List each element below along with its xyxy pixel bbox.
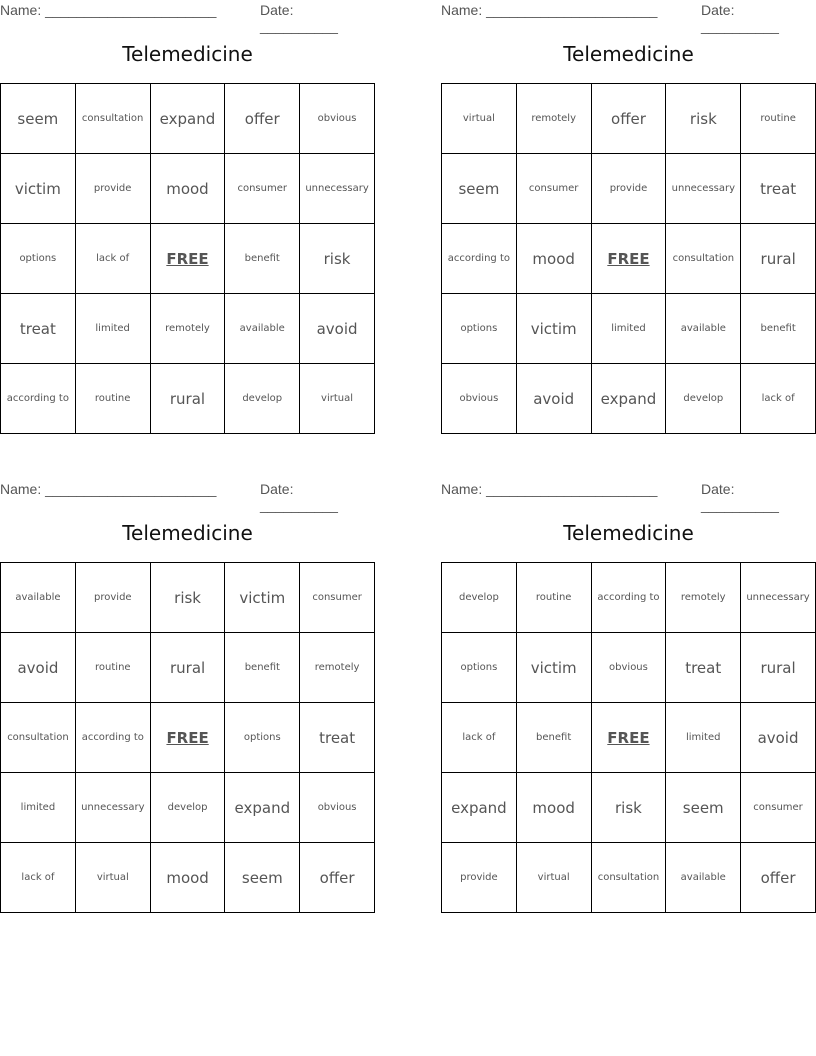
bingo-cell: offer [741, 843, 816, 913]
bingo-cell: consumer [741, 773, 816, 843]
grid-row [1, 703, 375, 773]
bingo-cell: seem [666, 773, 741, 843]
bingo-grid [441, 83, 816, 434]
bingo-cell: consultation [75, 84, 150, 154]
bingo-cell: routine [516, 563, 591, 633]
bingo-cell: lack of [1, 843, 76, 913]
grid-row [1, 154, 375, 224]
bingo-cell: available [666, 843, 741, 913]
bingo-cell: provide [75, 154, 150, 224]
bingo-cell: develop [666, 364, 741, 434]
grid-row [1, 563, 375, 633]
bingo-cell: treat [1, 294, 76, 364]
card-title: Telemedicine [122, 521, 253, 545]
bingo-cell: provide [591, 154, 666, 224]
bingo-cell: develop [150, 773, 225, 843]
bingo-card [0, 0, 375, 440]
free-space: FREE [150, 224, 225, 294]
free-space: FREE [591, 703, 666, 773]
bingo-cell: provide [75, 563, 150, 633]
bingo-cell: obvious [300, 84, 375, 154]
bingo-cell: consultation [591, 843, 666, 913]
bingo-cell: treat [300, 703, 375, 773]
bingo-cell: avoid [516, 364, 591, 434]
bingo-cell: options [1, 224, 76, 294]
bingo-cell: available [225, 294, 300, 364]
bingo-cell: avoid [741, 703, 816, 773]
bingo-cell: consumer [516, 154, 591, 224]
bingo-cell: limited [666, 703, 741, 773]
bingo-cell: benefit [225, 224, 300, 294]
card-title: Telemedicine [563, 521, 694, 545]
bingo-cell: obvious [442, 364, 517, 434]
bingo-cell: according to [75, 703, 150, 773]
grid-row [442, 294, 816, 364]
bingo-cell: lack of [75, 224, 150, 294]
bingo-cell: avoid [1, 633, 76, 703]
bingo-cell: available [1, 563, 76, 633]
grid-row [442, 633, 816, 703]
bingo-cell: benefit [516, 703, 591, 773]
bingo-grid [0, 562, 375, 913]
bingo-cell: routine [75, 633, 150, 703]
free-space: FREE [150, 703, 225, 773]
bingo-cell: rural [150, 633, 225, 703]
bingo-cell: lack of [741, 364, 816, 434]
grid-row [442, 154, 816, 224]
bingo-cell: treat [666, 633, 741, 703]
bingo-cell: virtual [300, 364, 375, 434]
free-space: FREE [591, 224, 666, 294]
bingo-cell: seem [442, 154, 517, 224]
bingo-cell: avoid [300, 294, 375, 364]
bingo-cell: obvious [591, 633, 666, 703]
bingo-cell: rural [741, 633, 816, 703]
grid-row [1, 364, 375, 434]
bingo-cell: expand [150, 84, 225, 154]
bingo-card [0, 479, 375, 919]
bingo-cell: treat [741, 154, 816, 224]
bingo-cell: unnecessary [300, 154, 375, 224]
bingo-cell: remotely [666, 563, 741, 633]
grid-row [442, 84, 816, 154]
grid-row [1, 84, 375, 154]
name-field[interactable]: Name: ______________________ [0, 481, 217, 497]
bingo-cell: expand [591, 364, 666, 434]
bingo-cell: consumer [225, 154, 300, 224]
grid-row [442, 843, 816, 913]
bingo-cell: develop [442, 563, 517, 633]
bingo-cell: options [442, 633, 517, 703]
bingo-cell: options [442, 294, 517, 364]
bingo-cell: develop [225, 364, 300, 434]
grid-row [1, 294, 375, 364]
bingo-cell: according to [591, 563, 666, 633]
card-title: Telemedicine [122, 42, 253, 66]
bingo-cell: mood [516, 773, 591, 843]
bingo-cell: risk [666, 84, 741, 154]
bingo-cell: virtual [442, 84, 517, 154]
date-field[interactable]: Date: __________ [260, 481, 338, 513]
bingo-cell: unnecessary [75, 773, 150, 843]
bingo-cell: victim [1, 154, 76, 224]
bingo-cell: benefit [741, 294, 816, 364]
card-title: Telemedicine [563, 42, 694, 66]
grid-row [442, 224, 816, 294]
bingo-cell: virtual [516, 843, 591, 913]
grid-row [442, 364, 816, 434]
bingo-cell: victim [516, 294, 591, 364]
bingo-cell: provide [442, 843, 517, 913]
bingo-cell: mood [516, 224, 591, 294]
grid-row [1, 633, 375, 703]
bingo-cell: expand [225, 773, 300, 843]
name-field[interactable]: Name: ______________________ [0, 2, 217, 18]
bingo-card [441, 479, 816, 919]
bingo-cell: expand [442, 773, 517, 843]
bingo-cell: remotely [516, 84, 591, 154]
bingo-cell: obvious [300, 773, 375, 843]
bingo-cell: offer [591, 84, 666, 154]
bingo-cell: unnecessary [741, 563, 816, 633]
bingo-cell: available [666, 294, 741, 364]
bingo-cell: risk [300, 224, 375, 294]
bingo-cell: offer [225, 84, 300, 154]
bingo-cell: mood [150, 154, 225, 224]
bingo-cell: consultation [1, 703, 76, 773]
bingo-cell: offer [300, 843, 375, 913]
bingo-cell: unnecessary [666, 154, 741, 224]
name-field[interactable]: Name: ______________________ [441, 2, 658, 18]
bingo-cell: mood [150, 843, 225, 913]
grid-row [1, 773, 375, 843]
bingo-cell: seem [1, 84, 76, 154]
bingo-card [441, 0, 816, 440]
bingo-cell: victim [225, 563, 300, 633]
grid-row [1, 224, 375, 294]
bingo-cell: benefit [225, 633, 300, 703]
bingo-cell: lack of [442, 703, 517, 773]
bingo-cell: options [225, 703, 300, 773]
bingo-cell: rural [150, 364, 225, 434]
grid-row [1, 843, 375, 913]
bingo-cell: consultation [666, 224, 741, 294]
bingo-cell: according to [1, 364, 76, 434]
bingo-cell: rural [741, 224, 816, 294]
bingo-grid [441, 562, 816, 913]
bingo-cell: remotely [150, 294, 225, 364]
bingo-cell: risk [150, 563, 225, 633]
bingo-cell: consumer [300, 563, 375, 633]
bingo-cell: risk [591, 773, 666, 843]
bingo-cell: virtual [75, 843, 150, 913]
bingo-cell: limited [591, 294, 666, 364]
bingo-cell: routine [741, 84, 816, 154]
bingo-cell: routine [75, 364, 150, 434]
date-field[interactable]: Date: __________ [260, 2, 338, 34]
bingo-grid [0, 83, 375, 434]
grid-row [442, 563, 816, 633]
date-field[interactable]: Date: __________ [701, 2, 779, 34]
bingo-cell: limited [75, 294, 150, 364]
grid-row [442, 703, 816, 773]
bingo-cell: remotely [300, 633, 375, 703]
bingo-cell: according to [442, 224, 517, 294]
name-field[interactable]: Name: ______________________ [441, 481, 658, 497]
bingo-cell: victim [516, 633, 591, 703]
bingo-cell: seem [225, 843, 300, 913]
bingo-cell: limited [1, 773, 76, 843]
grid-row [442, 773, 816, 843]
date-field[interactable]: Date: __________ [701, 481, 779, 513]
